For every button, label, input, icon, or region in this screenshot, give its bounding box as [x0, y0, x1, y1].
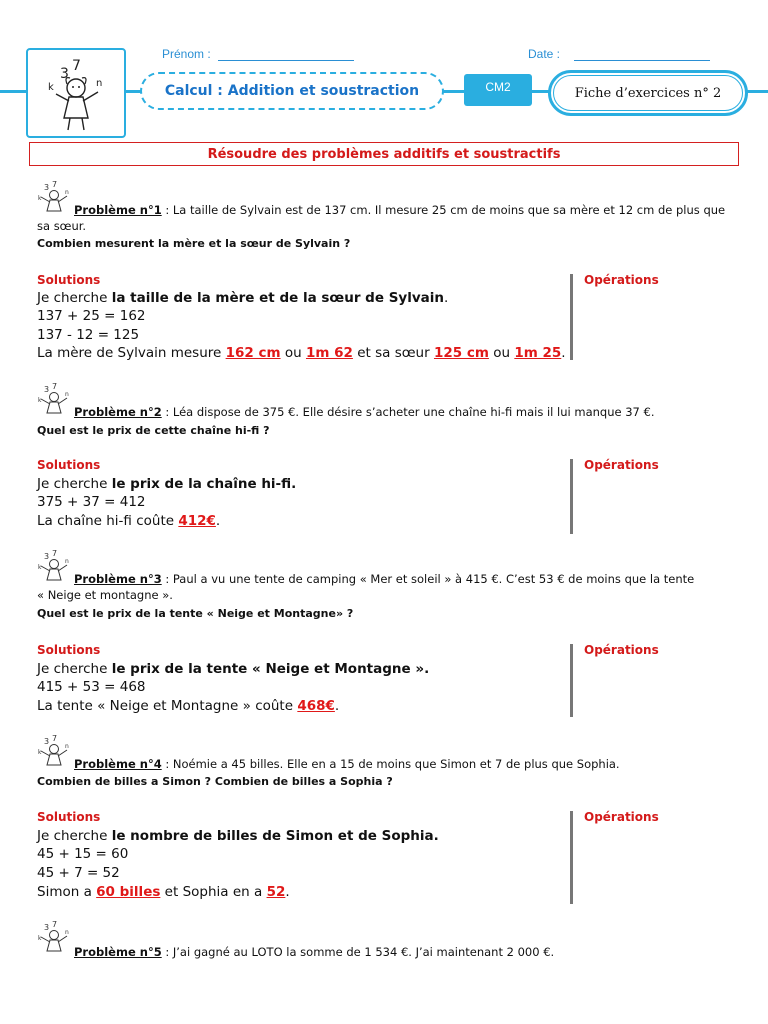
solutions-heading: Solutions: [37, 643, 101, 657]
problem-2-answer: La chaîne hi-fi coûte 412€.: [37, 513, 221, 529]
svg-text:7: 7: [72, 58, 81, 74]
problem-3-cherche: Je cherche le prix de la tente « Neige et Montagne ».: [37, 661, 430, 677]
problem-4-answer: Simon a 60 billes et Sophia en a 52.: [37, 884, 290, 900]
column-divider: [570, 811, 573, 904]
date-label: Date :: [528, 47, 561, 61]
problem-2-question: Quel est le prix de cette chaîne hi-fi ?: [37, 424, 270, 437]
problem-3-statement: Problème n°3 : Paul a vu une tente de camping « Mer et soleil » à 415 €. C’est 53 € de moins que la tente « Neige et montagne ».: [37, 572, 695, 602]
level-badge: CM2: [464, 74, 532, 106]
problem-4-question: Combien de billes a Simon ? Combien de billes a Sophia ?: [37, 775, 393, 788]
problem-1-label: Problème n°1: [74, 203, 162, 217]
problem-2-label: Problème n°2: [74, 405, 162, 419]
problem-2-cherche: Je cherche le prix de la chaîne hi-fi.: [37, 476, 297, 492]
problem-3-label: Problème n°3: [74, 572, 162, 586]
problem-1-cherche: Je cherche la taille de la mère et de la sœur de Sylvain.: [37, 290, 449, 306]
problem-4-calc-1: 45 + 15 = 60: [37, 846, 129, 862]
svg-text:k: k: [48, 82, 54, 93]
problem-1-answer: La mère de Sylvain mesure 162 cm ou 1m 62 et sa sœur 125 cm ou 1m 25.: [37, 345, 566, 361]
column-divider: [570, 644, 573, 717]
svg-text:3: 3: [60, 66, 69, 82]
column-divider: [570, 274, 573, 360]
problem-1-calc-2: 137 - 12 = 125: [37, 327, 140, 343]
solutions-heading: Solutions: [37, 273, 101, 287]
problem-4-cherche: Je cherche le nombre de billes de Simon et de Sophia.: [37, 828, 439, 844]
calc-title: Calcul : Addition et soustraction: [140, 72, 444, 110]
column-divider: [570, 459, 573, 534]
problem-2-calc-1: 375 + 37 = 412: [37, 494, 146, 510]
problem-3-question: Quel est le prix de la tente « Neige et Montagne» ?: [37, 607, 354, 620]
operations-heading: Opérations: [584, 643, 659, 657]
operations-heading: Opérations: [584, 458, 659, 472]
fiche-title: Fiche d’exercices n° 2: [553, 75, 743, 111]
problem-3-calc-1: 415 + 53 = 468: [37, 679, 146, 695]
problem-1-question: Combien mesurent la mère et la sœur de Sylvain ?: [37, 237, 351, 250]
date-field[interactable]: [574, 60, 710, 61]
svg-text:n: n: [96, 78, 103, 89]
prenom-field[interactable]: [218, 60, 354, 61]
problem-1-calc-1: 137 + 25 = 162: [37, 308, 146, 324]
problem-2-statement: Problème n°2 : Léa dispose de 375 €. Elle désire s’acheter une chaîne hi-fi mais il lui manque 37 €.: [74, 405, 655, 419]
page-title: Résoudre des problèmes additifs et soustractifs: [29, 142, 739, 166]
problem-4-statement: Problème n°4 : Noémie a 45 billes. Elle en a 15 de moins que Simon et 7 de plus que Sophia.: [74, 757, 620, 771]
problem-4-label: Problème n°4: [74, 757, 162, 771]
solutions-heading: Solutions: [37, 458, 101, 472]
operations-heading: Opérations: [584, 810, 659, 824]
child-numbers-icon: [36, 56, 120, 134]
problem-1-statement: Problème n°1 : La taille de Sylvain est de 137 cm. Il mesure 25 cm de moins que sa mère et 12 cm de plus que sa sœur.: [37, 203, 726, 233]
problem-4-calc-2: 45 + 7 = 52: [37, 865, 120, 881]
problem-5-label: Problème n°5: [74, 945, 162, 959]
problem-5-statement: Problème n°5 : J’ai gagné au LOTO la somme de 1 534 €. J’ai maintenant 2 000 €.: [74, 945, 555, 959]
prenom-label: Prénom :: [162, 47, 211, 61]
logo-box: [26, 48, 126, 138]
operations-heading: Opérations: [584, 273, 659, 287]
solutions-heading: Solutions: [37, 810, 101, 824]
problem-3-answer: La tente « Neige et Montagne » coûte 468€.: [37, 698, 340, 714]
